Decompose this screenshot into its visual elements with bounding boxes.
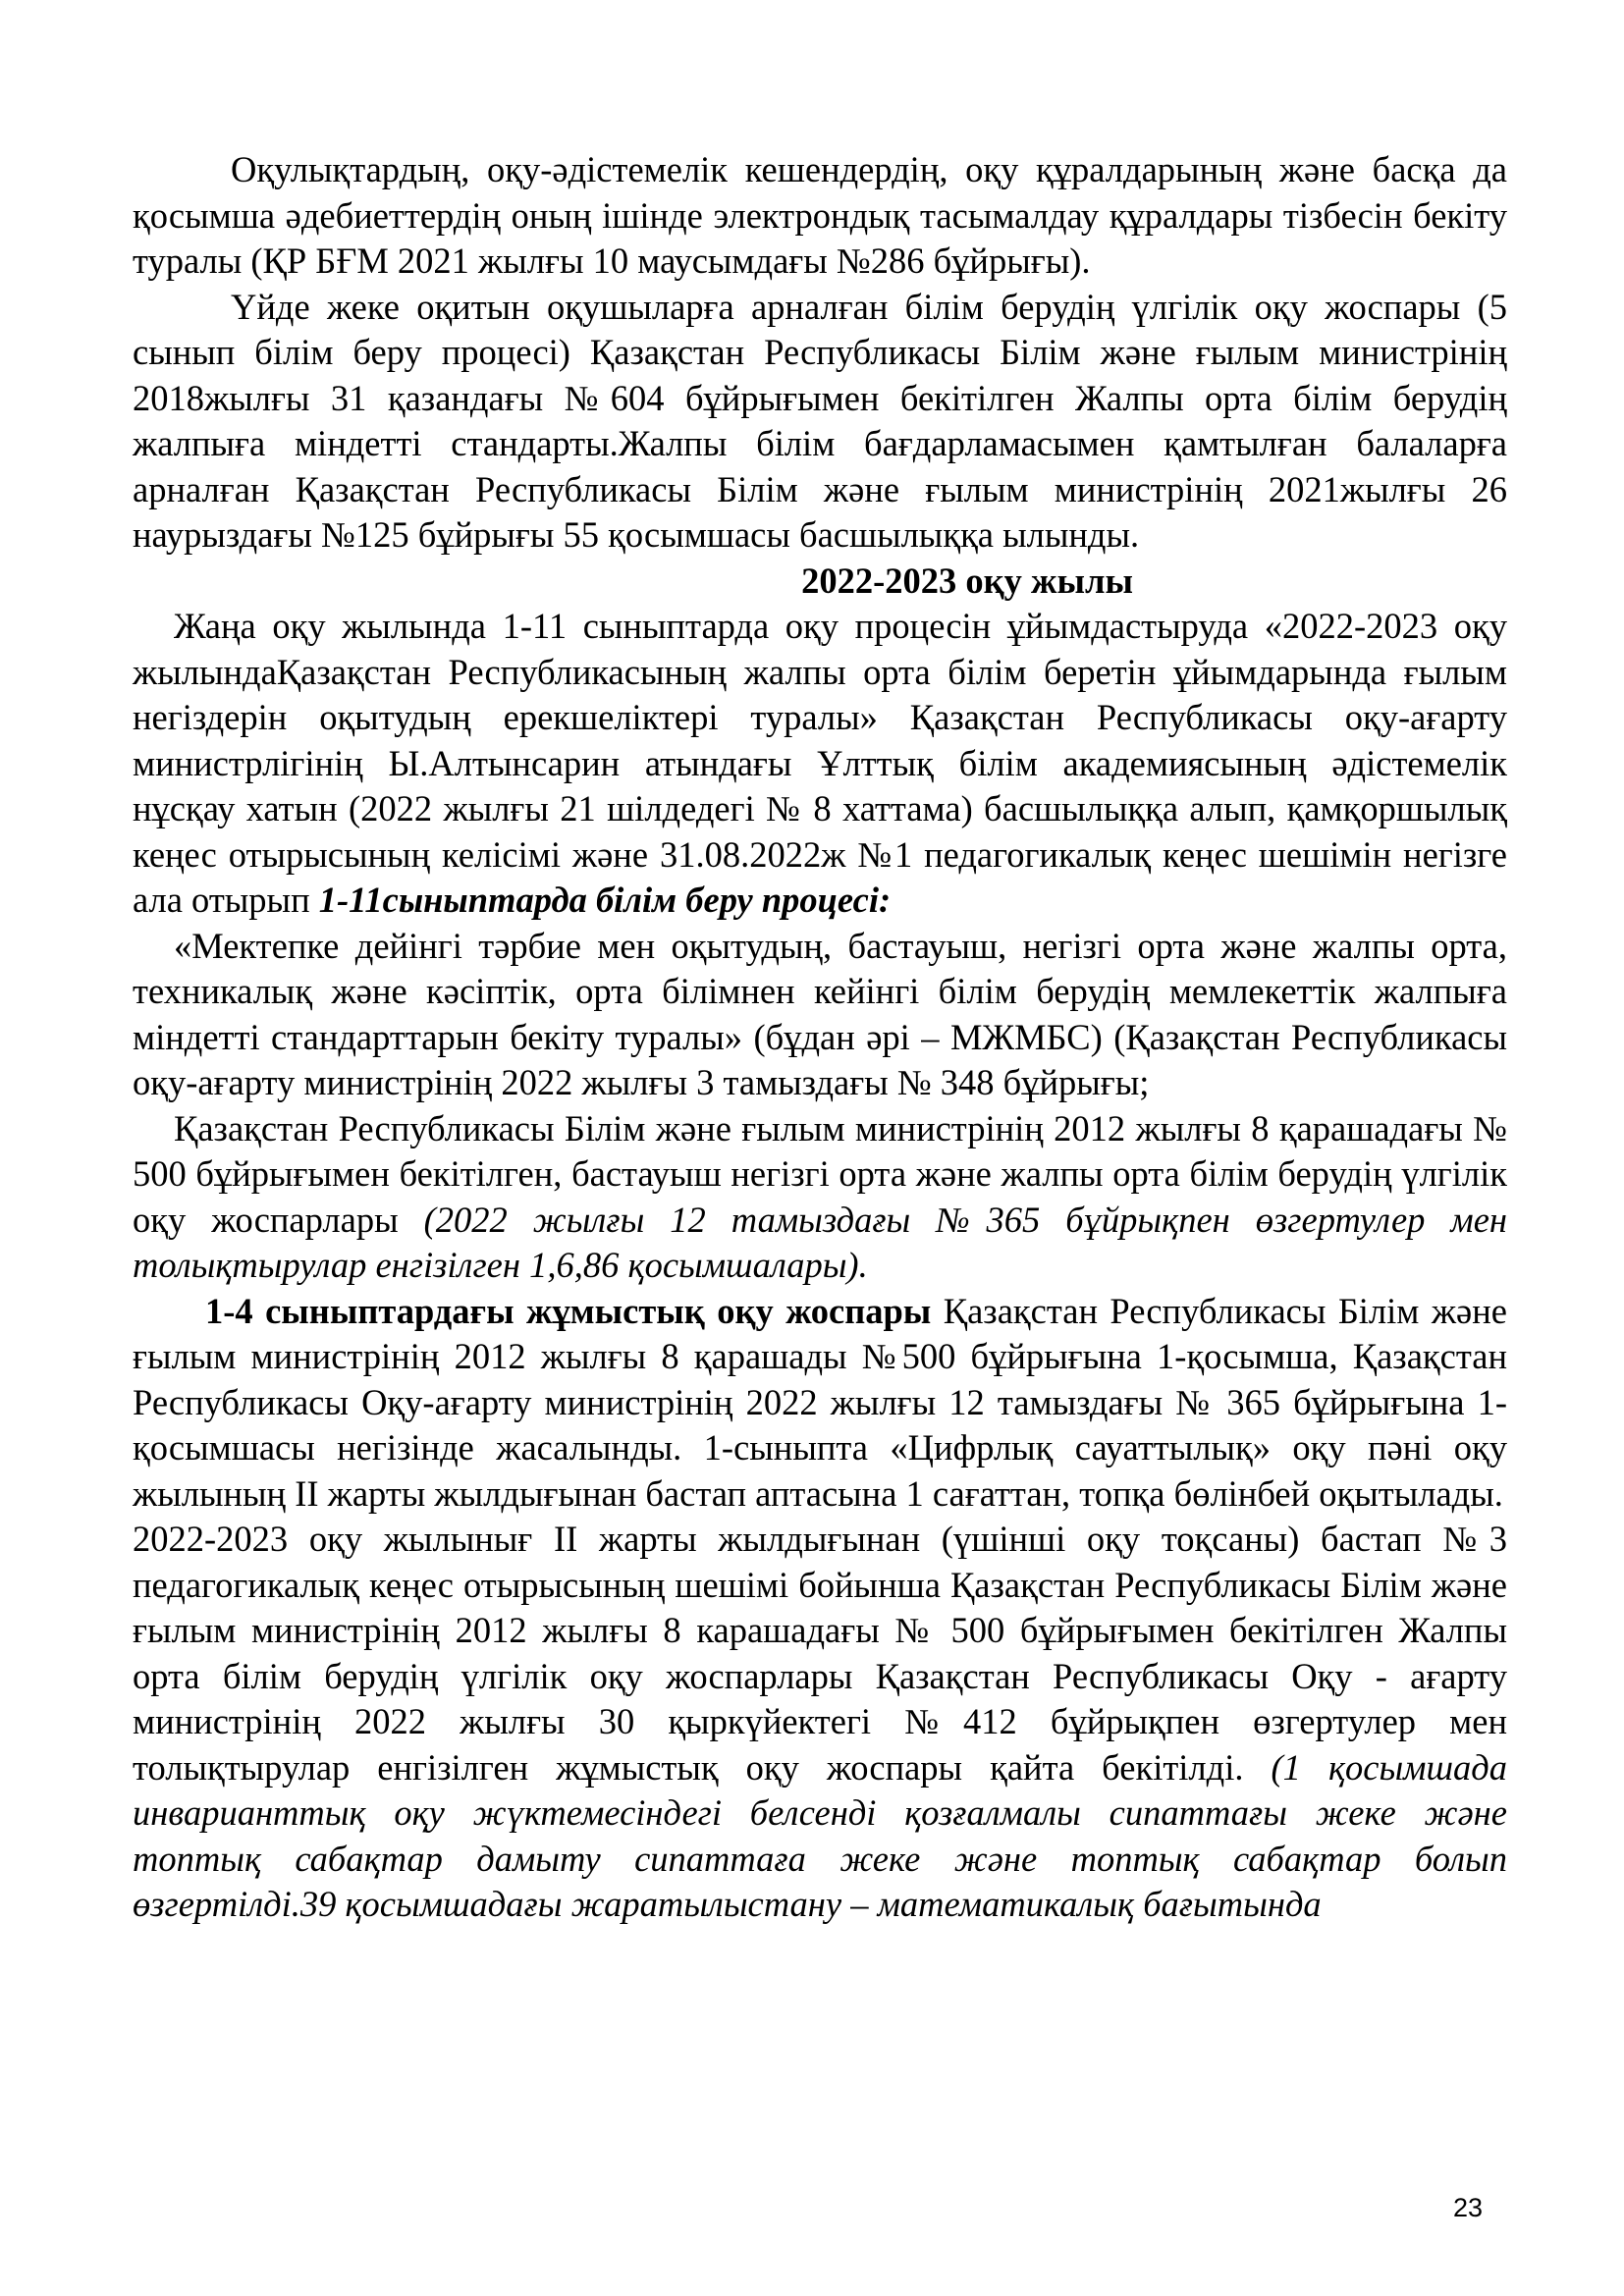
paragraph-standards: «Мектепке дейінгі тәрбие мен оқытудың, бастауыш, негізгі орта және жалпы орта, техникалық және кәсіптік, орта білімнен кейінгі білім берудің мемлекеттік жалпыға міндетті стандарттарын бекіту туралы» (бұдан әрі – МЖМБС) (Қазақстан Республикасы оқу-ағарту министрінің 2022 жылғы 3 тамыздағы № 348 бұйрығы; bbox=[133, 925, 1507, 1102]
paragraph-new-school-year-text: Жаңа оқу жылында 1-11 сыныптарда оқу процесін ұйымдастыруда «2022-2023 оқу жылындаҚазақстан Республикасының жалпы орта білім беретін ұйымдарында ғылым негіздерін оқытудың ерекшеліктері туралы» Қазақстан Республикасы оқу-ағарту министрлігінің Ы.Алтынсарин атындағы Ұлттық білім академиясының әдістемелік нұсқау хатын (2022 жылғы 21 шілдедегі № 8 хаттама) басшылыққа алып, қамқоршылық кеңес отырысының келісімі және 31.08.2022ж №1 педагогикалық кеңес шешімін негізге ала отырып bbox=[133, 606, 1507, 920]
paragraph-working-plan-1-4-text: Қазақстан Республикасы Білім және ғылым министрінің 2012 жылғы 8 қарашады №500 бұйрығына 1-қосымша, Қазақстан Республикасы Оқу-ағарту министрінің 2022 жылғы 12 тамыздағы № 365 бұйрығына 1-қосымшасы негізінде жасалынды. 1-сыныпта «Цифрлық сауаттылық» оқу пәні оқу жылының ІІ жарты жылдығынан бастап аптасына 1 сағаттан, топқа бөлінбей оқытылады. bbox=[133, 1290, 1507, 1514]
paragraph-model-curricula-text: Қазақстан Республикасы Білім және ғылым министрінің 2012 жылғы 8 қарашадағы № 500 бұйрығымен бекітілген, бастауыш негізгі орта және жалпы орта білім берудің үлгілік оқу жоспарлары bbox=[133, 1107, 1507, 1240]
document-page bbox=[133, 147, 1507, 1928]
paragraph-working-plan-1-4 bbox=[133, 1289, 1507, 1518]
page-number: 23 bbox=[1453, 2193, 1484, 2222]
paragraph-second-half-year-text: 2022-2023 оқу жылынығ ІІ жарты жылдығынан (үшінші оқу тоқсаны) бастап №3 педагогикалық кеңес отырысының шешімі бойынша Қазақстан Республикасы Білім және ғылым министрінің 2012 жылғы 8 карашадағы № 500 бұйрығымен бекітілген Жалпы орта білім берудің үлгілік оқу жоспарлары Қазақстан Республикасы Оқу - ағарту министрінің 2022 жылғы 30 қыркүйектегі №412 бұйрықпен өзгертулер мен толықтырулар енгізілген жұмыстық оқу жоспары қайта бекітілді. bbox=[133, 1519, 1507, 1788]
section-heading: 2022-2023 оқу жылы bbox=[801, 560, 1133, 601]
paragraph-model-curricula-note: (2022 жылғы 12 тамыздағы №365 бұйрықпен өзгертулер мен толықтырулар енгізілген 1,6,86 қосымшалары). bbox=[133, 1199, 1508, 1285]
paragraph-second-half-year bbox=[133, 1517, 1507, 1928]
paragraph-textbooks-list: Оқулықтардың, оқу-әдістемелік кешендердің, оқу құралдарының және басқа да қосымша әдебиеттердің оның ішінде электрондық тасымалдау құралдары тізбесін бекіту туралы (ҚР БҒМ 2021 жылғы 10 маусымдағы №286 бұйрығы). bbox=[133, 149, 1507, 281]
paragraph-new-school-year bbox=[133, 604, 1507, 924]
paragraph-home-schooling-plan: Үйде жеке оқитын оқушыларға арналған білім берудің үлгілік оқу жоспары (5 сынып білім беру процесі) Қазақстан Республикасы Білім және ғылым министрінің 2018жылғы 31 қазандағы №604 бұйрығымен бекітілген Жалпы орта білім берудің жалпыға міндетті стандарты.Жалпы білім бағдарламасымен қамтылған балаларға арналған Қазақстан Республикасы Білім және ғылым министрінің 2021жылғы 26 наурыздағы №125 бұйрығы 55 қосымшасы басшылыққа ылынды. bbox=[133, 286, 1507, 555]
paragraph-model-curricula bbox=[133, 1106, 1507, 1289]
paragraph-second-half-year-note: (1 қосымшада инварианттық оқу жүктемесіндегі белсенді қозғалмалы сипаттағы жеке және топтық сабақтар дамыту сипаттаға жеке және топтық сабақтар болып өзгертілді.39 қосымшадағы жаратылыстану – математикалық бағытында bbox=[133, 1746, 1507, 1924]
paragraph-new-school-year-emphasis: 1-11сыныптарда білім беру процесі: bbox=[318, 880, 892, 920]
paragraph-working-plan-1-4-title: 1-4 сыныптардағы жұмыстық оқу жоспары bbox=[205, 1290, 932, 1331]
